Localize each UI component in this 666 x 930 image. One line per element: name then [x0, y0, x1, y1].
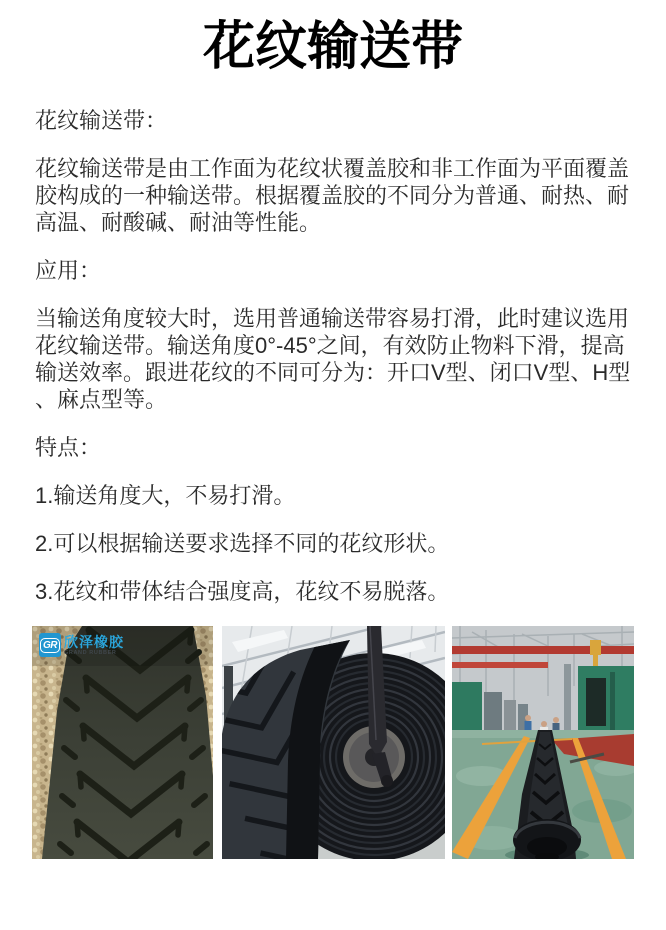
photo-chevron-belt-closeup: [32, 626, 213, 859]
brand-name-en: GRAND RUBBER: [64, 650, 117, 656]
factory-illustration: [452, 626, 634, 859]
feature-item-3: 3.花纹和带体结合强度高，花纹不易脱落。: [35, 579, 450, 604]
brand-logo-icon: [39, 633, 61, 657]
photo-belt-roll: [222, 626, 445, 859]
brand-name-cn: 欣泽橡胶: [64, 634, 124, 650]
article-body: [35, 107, 635, 605]
brand-logo: [39, 633, 124, 657]
page-title: 花纹输送带: [202, 18, 463, 76]
application-text: 当输送角度较大时，选用普通输送带容易打滑，此时建议选用花纹输送带。输送角度0°-45°之间，有效防止物料下滑，提高输送效率。跟进花纹的不同可分为：开口V型、闭口V型、H型、麻点型等。: [35, 306, 631, 412]
application-label: 应用：: [35, 258, 102, 283]
photo-gallery: [32, 626, 666, 859]
intro-text: 花纹输送带是由工作面为花纹状覆盖胶和非工作面为平面覆盖胶构成的一种输送带。根据覆盖胶的不同分为普通、耐热、耐高温、耐酸碱、耐油等性能。: [35, 156, 630, 235]
brand-initials: GR: [40, 638, 60, 653]
chevron-belt-illustration: [32, 626, 213, 859]
intro-label: 花纹输送带：: [35, 108, 168, 133]
feature-item-2: 2.可以根据输送要求选择不同的花纹形状。: [35, 531, 450, 556]
features-label: 特点：: [35, 435, 102, 460]
feature-item-1: 1.输送角度大，不易打滑。: [35, 483, 296, 508]
photo-factory-production-line: [452, 626, 634, 859]
belt-roll-illustration: [222, 626, 445, 859]
